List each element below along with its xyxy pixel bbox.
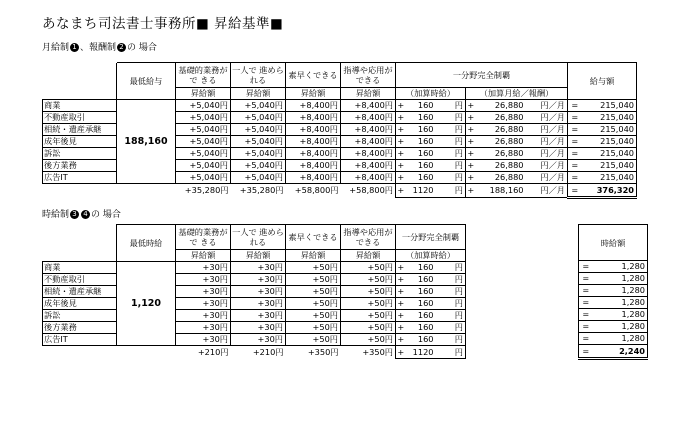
raise-cell: +30円 xyxy=(231,274,286,286)
table-row xyxy=(579,261,648,273)
hourly-add-value: 160 xyxy=(406,112,436,124)
row-label: 成年後見 xyxy=(43,136,117,148)
salary-value: 215,040 xyxy=(582,148,637,160)
salary-value: 215,040 xyxy=(582,124,637,136)
raise-cell: +8,400円 xyxy=(286,160,341,172)
header2-fast: 素早くできる xyxy=(286,225,341,250)
yen-unit: 円 xyxy=(436,148,466,160)
row-label: 訴訟 xyxy=(43,310,117,322)
raise-cell: +30円 xyxy=(176,274,231,286)
row-label: 不動産取引 xyxy=(43,112,117,124)
number-mark-4: 4 xyxy=(81,210,90,219)
yen-unit: 円 xyxy=(436,112,466,124)
total-raise: +350円 xyxy=(307,346,339,357)
raise-cell: +50円 xyxy=(286,310,341,322)
raise-cell: +8,400円 xyxy=(286,172,341,184)
hourly-value: 1,280 xyxy=(593,297,648,309)
plus-sign: + xyxy=(467,124,475,134)
raise-cell: +8,400円 xyxy=(286,136,341,148)
row-label: 商業 xyxy=(43,100,117,112)
plus-sign: + xyxy=(397,286,405,296)
raise-cell: +8,400円 xyxy=(286,148,341,160)
table-row xyxy=(579,333,648,345)
raise-cell: +5,040円 xyxy=(176,112,231,124)
table-row xyxy=(43,274,466,286)
raise-cell: +5,040円 xyxy=(231,160,286,172)
per-month-unit: 円／月 xyxy=(526,148,568,160)
total-raise: +350円 xyxy=(362,346,393,357)
plus-sign: + xyxy=(397,334,405,344)
raise-cell: +5,040円 xyxy=(176,100,231,112)
raise-cell: +50円 xyxy=(341,262,396,274)
monthly-add-value: 26,880 xyxy=(476,172,526,184)
raise-cell: +50円 xyxy=(341,322,396,334)
monthly-add-value: 26,880 xyxy=(476,112,526,124)
plus-sign: + xyxy=(397,100,405,110)
plus-sign: + xyxy=(467,172,475,182)
equals-sign: = xyxy=(568,136,582,148)
raise-cell: +50円 xyxy=(286,298,341,310)
raise-cell: +50円 xyxy=(341,298,396,310)
per-month-unit: 円／月 xyxy=(526,136,568,148)
row-label: 相続・遺産承継 xyxy=(43,286,117,298)
total-monthly-add: 188,160 xyxy=(476,184,526,198)
raise-cell: +8,400円 xyxy=(341,100,396,112)
header-guide: 指導や応用ができる xyxy=(341,63,396,88)
header-min-salary: 最低給与 xyxy=(117,63,176,100)
sub2-raise-3: 昇給額 xyxy=(286,250,341,262)
equals-sign: = xyxy=(568,172,582,184)
raise-cell: +50円 xyxy=(286,262,341,274)
equals-sign: = xyxy=(579,321,593,333)
salary-value: 215,040 xyxy=(582,160,637,172)
yen-unit: 円 xyxy=(436,346,466,359)
raise-cell: +50円 xyxy=(286,334,341,346)
hourly-value: 1,280 xyxy=(593,273,648,285)
equals-sign: = xyxy=(579,309,593,321)
raise-cell: +8,400円 xyxy=(341,148,396,160)
hourly-value: 1,280 xyxy=(593,285,648,297)
sub-hourly-add: （加算時給） xyxy=(396,88,466,100)
per-month-unit: 円／月 xyxy=(526,184,568,198)
raise-cell: +5,040円 xyxy=(176,148,231,160)
yen-unit: 円 xyxy=(436,136,466,148)
table-row xyxy=(579,321,648,333)
totals-row xyxy=(43,184,637,198)
section1-prefix: 月給制 xyxy=(42,43,70,53)
total-raise: +58,800円 xyxy=(349,185,393,196)
raise-cell: +50円 xyxy=(341,274,396,286)
total-raise: +210円 xyxy=(252,346,284,357)
total-raise: +210円 xyxy=(197,346,229,357)
sub-raise-3: 昇給額 xyxy=(286,88,341,100)
totals-row xyxy=(579,345,648,359)
sub2-raise-4: 昇給額 xyxy=(341,250,396,262)
hourly-total-table xyxy=(578,224,648,360)
total-raise: +35,280円 xyxy=(184,185,229,196)
plus-sign: + xyxy=(397,136,405,146)
raise-cell: +30円 xyxy=(231,310,286,322)
hourly-add-value: 160 xyxy=(406,262,436,274)
table-row xyxy=(579,297,648,309)
table-row xyxy=(43,298,466,310)
header2-alone: 一人で 進められる xyxy=(231,225,286,250)
equals-sign: = xyxy=(568,184,582,198)
raise-cell: +30円 xyxy=(231,322,286,334)
number-mark-3: 3 xyxy=(70,210,79,219)
yen-unit: 円 xyxy=(436,262,466,274)
equals-sign: = xyxy=(568,100,582,112)
monthly-add-value: 26,880 xyxy=(476,124,526,136)
sub2-hourly-add: （加算時給） xyxy=(396,250,466,262)
section2-prefix: 時給制 xyxy=(42,210,70,220)
hourly-add-value: 160 xyxy=(406,136,436,148)
raise-cell: +50円 xyxy=(286,274,341,286)
hourly-add-value: 160 xyxy=(406,148,436,160)
table-row xyxy=(579,309,648,321)
raise-cell: +30円 xyxy=(231,262,286,274)
equals-sign: = xyxy=(568,160,582,172)
raise-cell: +50円 xyxy=(286,286,341,298)
yen-unit: 円 xyxy=(436,184,466,198)
raise-cell: +50円 xyxy=(286,322,341,334)
raise-cell: +30円 xyxy=(176,298,231,310)
raise-cell: +5,040円 xyxy=(176,160,231,172)
plus-sign: + xyxy=(397,124,405,134)
raise-cell: +30円 xyxy=(176,322,231,334)
raise-cell: +50円 xyxy=(341,334,396,346)
table-row xyxy=(43,334,466,346)
sub-raise-4: 昇給額 xyxy=(341,88,396,100)
hourly-add-value: 160 xyxy=(406,172,436,184)
equals-sign: = xyxy=(579,261,593,273)
hourly-add-value: 160 xyxy=(406,100,436,112)
hourly-add-value: 160 xyxy=(406,334,436,346)
section2-suffix: の 場合 xyxy=(91,210,121,220)
hourly-add-value: 160 xyxy=(406,160,436,172)
raise-cell: +5,040円 xyxy=(231,124,286,136)
section1-suffix: の 場合 xyxy=(127,43,157,53)
table-row xyxy=(43,322,466,334)
plus-sign: + xyxy=(467,112,475,122)
raise-cell: +30円 xyxy=(176,310,231,322)
number-mark-2: 2 xyxy=(117,43,126,52)
raise-cell: +8,400円 xyxy=(286,124,341,136)
table-row xyxy=(43,310,466,322)
salary-value: 215,040 xyxy=(582,112,637,124)
monthly-add-value: 26,880 xyxy=(476,148,526,160)
raise-cell: +30円 xyxy=(176,334,231,346)
monthly-add-value: 26,880 xyxy=(476,100,526,112)
row-label: 相続・遺産承継 xyxy=(43,124,117,136)
sub2-raise-2: 昇給額 xyxy=(231,250,286,262)
yen-unit: 円 xyxy=(436,298,466,310)
monthly-add-value: 26,880 xyxy=(476,136,526,148)
per-month-unit: 円／月 xyxy=(526,112,568,124)
header-basic: 基礎的業務がで きる xyxy=(176,63,231,88)
sub-raise-2: 昇給額 xyxy=(231,88,286,100)
raise-cell: +30円 xyxy=(231,334,286,346)
plus-sign: + xyxy=(397,160,405,170)
equals-sign: = xyxy=(568,112,582,124)
raise-cell: +5,040円 xyxy=(231,172,286,184)
raise-cell: +50円 xyxy=(341,310,396,322)
yen-unit: 円 xyxy=(436,274,466,286)
raise-cell: +8,400円 xyxy=(341,112,396,124)
section2-heading xyxy=(42,207,121,220)
equals-sign: = xyxy=(579,285,593,297)
plus-sign: + xyxy=(397,112,405,122)
equals-sign: = xyxy=(579,333,593,345)
table-row xyxy=(43,100,637,112)
table-row xyxy=(43,286,466,298)
row-label: 不動産取引 xyxy=(43,274,117,286)
plus-sign: + xyxy=(397,310,405,320)
raise-cell: +8,400円 xyxy=(341,172,396,184)
section1-heading xyxy=(42,40,157,53)
row-label: 後方業務 xyxy=(43,322,117,334)
plus-sign: + xyxy=(397,298,405,308)
total-hourly-add: 1120 xyxy=(406,184,436,198)
equals-sign: = xyxy=(568,148,582,160)
raise-cell: +8,400円 xyxy=(341,136,396,148)
raise-cell: +30円 xyxy=(176,262,231,274)
equals-sign: = xyxy=(579,297,593,309)
raise-cell: +5,040円 xyxy=(176,136,231,148)
plus-sign: + xyxy=(397,322,405,332)
plus-sign: + xyxy=(396,184,406,198)
raise-cell: +8,400円 xyxy=(341,160,396,172)
hourly-add-value: 160 xyxy=(406,298,436,310)
min-salary-value: 188,160 xyxy=(117,100,176,184)
row-label: 広告IT xyxy=(43,172,117,184)
yen-unit: 円 xyxy=(436,310,466,322)
raise-cell: +5,040円 xyxy=(176,172,231,184)
raise-cell: +5,040円 xyxy=(231,148,286,160)
row-label: 広告IT xyxy=(43,334,117,346)
hourly-add-value: 160 xyxy=(406,322,436,334)
raise-cell: +8,400円 xyxy=(286,112,341,124)
hourly-add-value: 160 xyxy=(406,310,436,322)
total-hourly-add: 1120 xyxy=(406,346,436,359)
hourly-add-value: 160 xyxy=(406,124,436,136)
total-salary: 376,320 xyxy=(582,184,637,198)
yen-unit: 円 xyxy=(436,100,466,112)
total-raise: +35,280円 xyxy=(239,185,284,196)
per-month-unit: 円／月 xyxy=(526,160,568,172)
yen-unit: 円 xyxy=(436,286,466,298)
per-month-unit: 円／月 xyxy=(526,124,568,136)
min-hourly-value: 1,120 xyxy=(117,262,176,346)
hourly-add-value: 160 xyxy=(406,286,436,298)
raise-cell: +5,040円 xyxy=(231,136,286,148)
raise-cell: +50円 xyxy=(341,286,396,298)
equals-sign: = xyxy=(579,273,593,285)
row-label: 後方業務 xyxy=(43,160,117,172)
plus-sign: + xyxy=(397,346,405,357)
header-salary: 給与額 xyxy=(568,63,637,100)
hourly-value: 1,280 xyxy=(593,261,648,273)
per-month-unit: 円／月 xyxy=(526,100,568,112)
monthly-add-value: 26,880 xyxy=(476,160,526,172)
sub2-raise-1: 昇給額 xyxy=(176,250,231,262)
hourly-add-value: 160 xyxy=(406,274,436,286)
yen-unit: 円 xyxy=(436,160,466,172)
sub-raise-1: 昇給額 xyxy=(176,88,231,100)
raise-cell: +8,400円 xyxy=(286,100,341,112)
total-hourly: 2,240 xyxy=(593,345,648,359)
table-row xyxy=(43,262,466,274)
total-raise: +58,800円 xyxy=(294,185,339,196)
row-label: 訴訟 xyxy=(43,148,117,160)
plus-sign: + xyxy=(397,148,405,158)
per-month-unit: 円／月 xyxy=(526,172,568,184)
plus-sign: + xyxy=(467,148,475,158)
yen-unit: 円 xyxy=(436,172,466,184)
hourly-value: 1,280 xyxy=(593,333,648,345)
raise-cell: +5,040円 xyxy=(231,112,286,124)
number-mark-1: 1 xyxy=(70,43,79,52)
plus-sign: + xyxy=(467,100,475,110)
yen-unit: 円 xyxy=(436,334,466,346)
sub-monthly-add: （加算月給／報酬） xyxy=(466,88,568,100)
yen-unit: 円 xyxy=(436,124,466,136)
plus-sign: + xyxy=(466,184,476,198)
yen-unit: 円 xyxy=(436,322,466,334)
section1-mid: 、報酬制 xyxy=(80,43,117,53)
row-label: 成年後見 xyxy=(43,298,117,310)
header2-guide: 指導や応用ができる xyxy=(341,225,396,250)
plus-sign: + xyxy=(397,262,405,272)
raise-cell: +5,040円 xyxy=(176,124,231,136)
plus-sign: + xyxy=(467,136,475,146)
equals-sign: = xyxy=(579,345,593,359)
hourly-wage-table xyxy=(42,224,466,359)
table-row xyxy=(579,273,648,285)
hourly-value: 1,280 xyxy=(593,309,648,321)
raise-cell: +8,400円 xyxy=(341,124,396,136)
raise-cell: +30円 xyxy=(231,298,286,310)
raise-cell: +30円 xyxy=(176,286,231,298)
row-label: 商業 xyxy=(43,262,117,274)
equals-sign: = xyxy=(568,124,582,136)
plus-sign: + xyxy=(397,172,405,182)
monthly-salary-table xyxy=(42,62,637,199)
plus-sign: + xyxy=(397,274,405,284)
page-title: あなまち司法書士事務所■ 昇給基準■ xyxy=(42,16,284,32)
salary-value: 215,040 xyxy=(582,100,637,112)
header-min-hourly: 最低時給 xyxy=(117,225,176,262)
header-hourly-amount: 時給額 xyxy=(579,225,648,261)
header2-master: 一分野完全制覇 xyxy=(396,225,466,250)
salary-value: 215,040 xyxy=(582,136,637,148)
salary-value: 215,040 xyxy=(582,172,637,184)
header-alone: 一人で 進められる xyxy=(231,63,286,88)
table-row xyxy=(579,285,648,297)
header2-basic: 基礎的業務がで きる xyxy=(176,225,231,250)
header-fast: 素早くできる xyxy=(286,63,341,88)
raise-cell: +30円 xyxy=(231,286,286,298)
totals-row xyxy=(43,346,466,359)
hourly-value: 1,280 xyxy=(593,321,648,333)
header-master: 一分野完全制覇 xyxy=(396,63,568,88)
plus-sign: + xyxy=(467,160,475,170)
raise-cell: +5,040円 xyxy=(231,100,286,112)
